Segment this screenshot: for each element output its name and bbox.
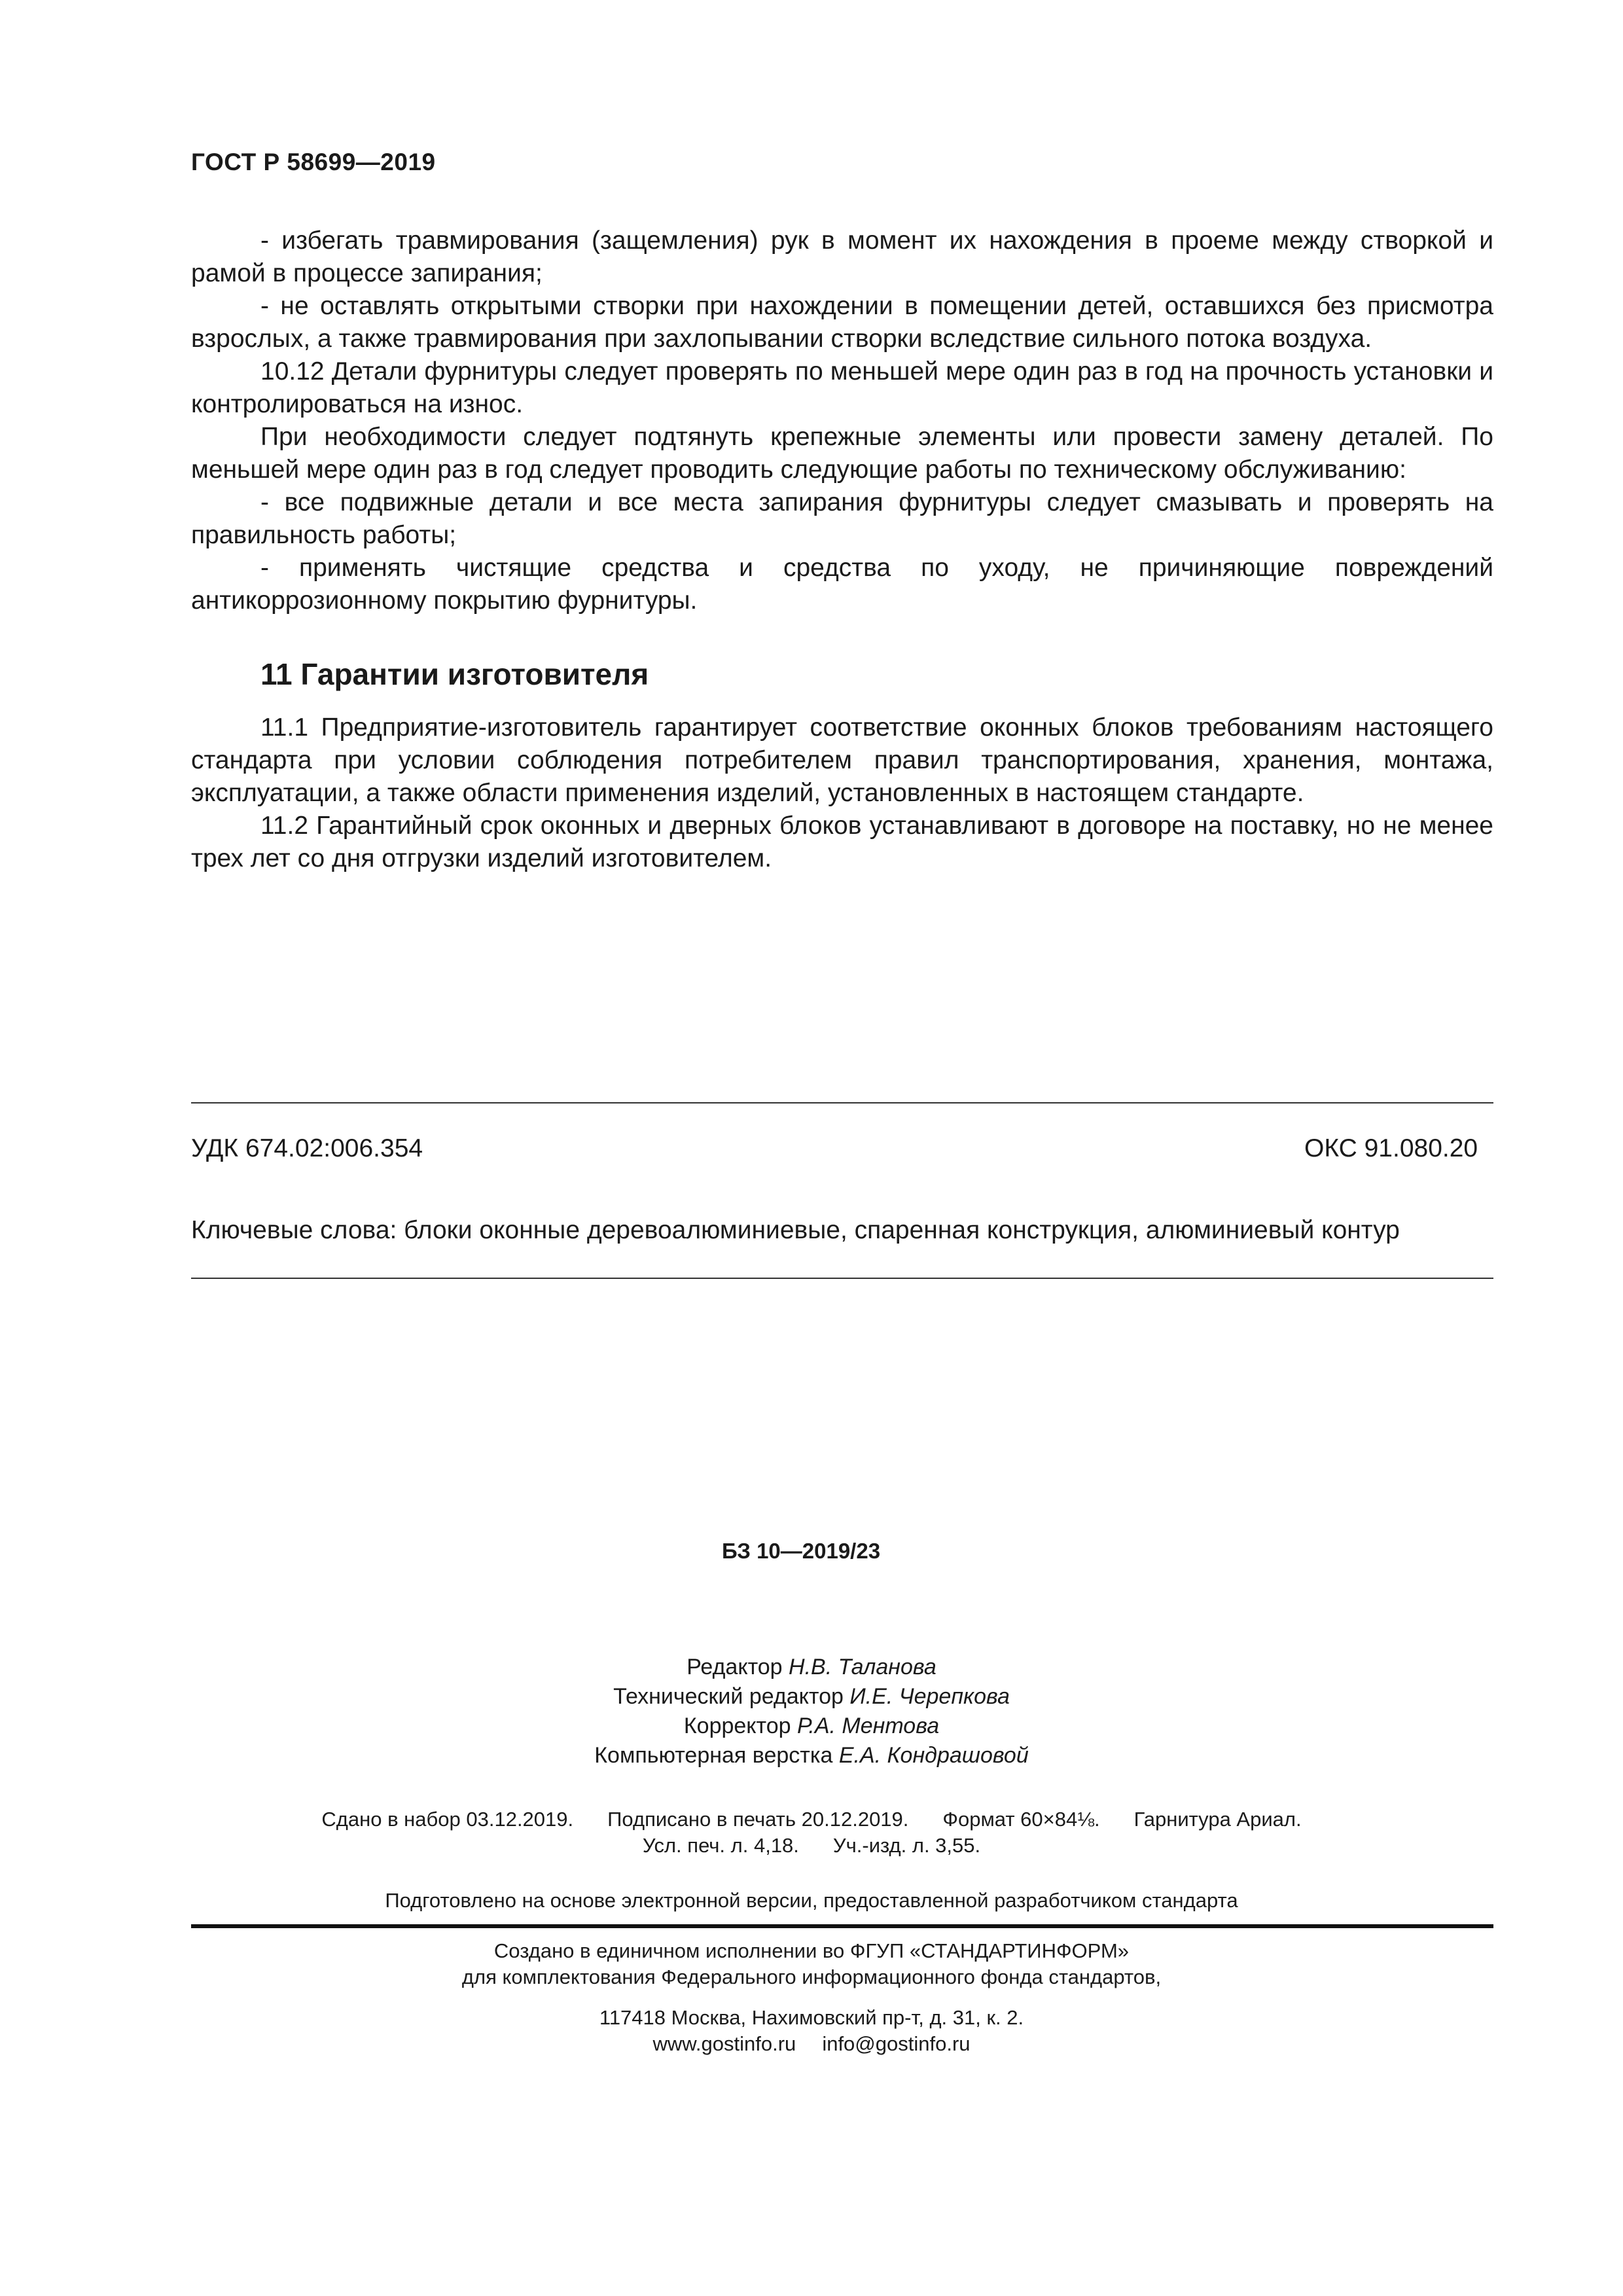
- divider-top: [191, 1102, 1493, 1103]
- udk-code: УДК 674.02:006.354: [191, 1134, 423, 1162]
- corrector-name: Р.А. Ментова: [797, 1713, 940, 1738]
- paragraph-lubricate: - все подвижные детали и все места запирания фурнитуры следует смазывать и проверять на правильность работы;: [191, 488, 1493, 549]
- print-pub-sheets: Уч.-изд. л. 3,55.: [832, 1834, 981, 1857]
- section-11-title: 11 Гарантии изготовителя: [260, 657, 649, 691]
- print-format: Формат 60×84⅛.: [942, 1808, 1100, 1831]
- paragraph-11-2: 11.2 Гарантийный срок оконных и дверных блоков устанавливают в договоре на поставку, но не менее трех лет со дня отгрузки изделий изготовителем.: [191, 812, 1493, 872]
- print-details-line-1: [0, 1806, 1623, 1833]
- divider-thick: [191, 1924, 1493, 1928]
- print-typeset-date: Сдано в набор 03.12.2019.: [321, 1808, 574, 1831]
- publisher-website: www.gostinfo.ru: [652, 2032, 796, 2055]
- divider-bottom: [191, 1278, 1493, 1279]
- print-details-line-2: [0, 1833, 1623, 1859]
- tech-editor-name: И.Е. Черепкова: [849, 1684, 1010, 1709]
- print-conv-sheets: Усл. печ. л. 4,18.: [642, 1834, 799, 1857]
- paragraph-10-12: 10.12 Детали фурнитуры следует проверять по меньшей мере один раз в год на прочность установки и контролироваться на износ.: [191, 357, 1493, 418]
- bz-number: БЗ 10—2019/23: [721, 1539, 881, 1563]
- oks-code: ОКС 91.080.20: [1304, 1134, 1478, 1162]
- editor-label: Редактор: [687, 1655, 783, 1679]
- print-typeface: Гарнитура Ариал.: [1133, 1808, 1302, 1831]
- paragraph-cleaning-agents: - применять чистящие средства и средства по уходу, не причиняющие повреждений антикоррозионному покрытию фурнитуры.: [191, 554, 1493, 615]
- tech-editor-label: Технический редактор: [613, 1684, 844, 1709]
- editor-name: Н.В. Таланова: [789, 1655, 936, 1679]
- publisher-contacts: [0, 2031, 1623, 2057]
- publisher-address: 117418 Москва, Нахимовский пр-т, д. 31, к. 2.: [599, 2006, 1024, 2029]
- prepared-note: Подготовлено на основе электронной версии, предоставленной разработчиком стандарта: [385, 1889, 1238, 1912]
- keywords: Ключевые слова: блоки оконные деревоалюминиевые, спаренная конструкция, алюминиевый контур: [191, 1216, 1400, 1244]
- credit-tech-editor: [0, 1682, 1623, 1712]
- paragraph-11-1: 11.1 Предприятие-изготовитель гарантирует соответствие оконных блоков требованиям настоящего стандарта при условии соблюдения потребителем правил транспортирования, хранения, монтажа, эксплуатации, а также области применения изделий, установленных в настоящем стандарте.: [191, 713, 1493, 807]
- credit-layout: [0, 1741, 1623, 1770]
- paragraph-do-not-leave-open: - не оставлять открытыми створки при нахождении в помещении детей, оставшихся без присмотра взрослых, а также травмирования при захлопывании створки вследствие сильного потока воздуха.: [191, 292, 1493, 353]
- paragraph-maintenance-intro: При необходимости следует подтянуть крепежные элементы или провести замену деталей. По меньшей мере один раз в год следует проводить следующие работы по техническому обслуживанию:: [191, 423, 1493, 484]
- created-line-1: Создано в единичном исполнении во ФГУП «СТАНДАРТИНФОРМ»: [493, 1939, 1130, 1962]
- document-header-code: ГОСТ Р 58699—2019: [191, 149, 436, 175]
- publisher-email: info@gostinfo.ru: [822, 2032, 971, 2055]
- layout-label: Компьютерная верстка: [594, 1743, 833, 1768]
- paragraph-avoid-injury: - избегать травмирования (защемления) рук в момент их нахождения в проеме между створкой и рамой в процессе запирания;: [191, 226, 1493, 287]
- layout-name: Е.А. Кондрашовой: [838, 1743, 1029, 1768]
- created-line-2: для комплектования Федерального информационного фонда стандартов,: [461, 1965, 1162, 1988]
- credit-corrector: [0, 1712, 1623, 1741]
- corrector-label: Корректор: [683, 1713, 791, 1738]
- print-signed-date: Подписано в печать 20.12.2019.: [607, 1808, 909, 1831]
- credit-editor: [0, 1653, 1623, 1682]
